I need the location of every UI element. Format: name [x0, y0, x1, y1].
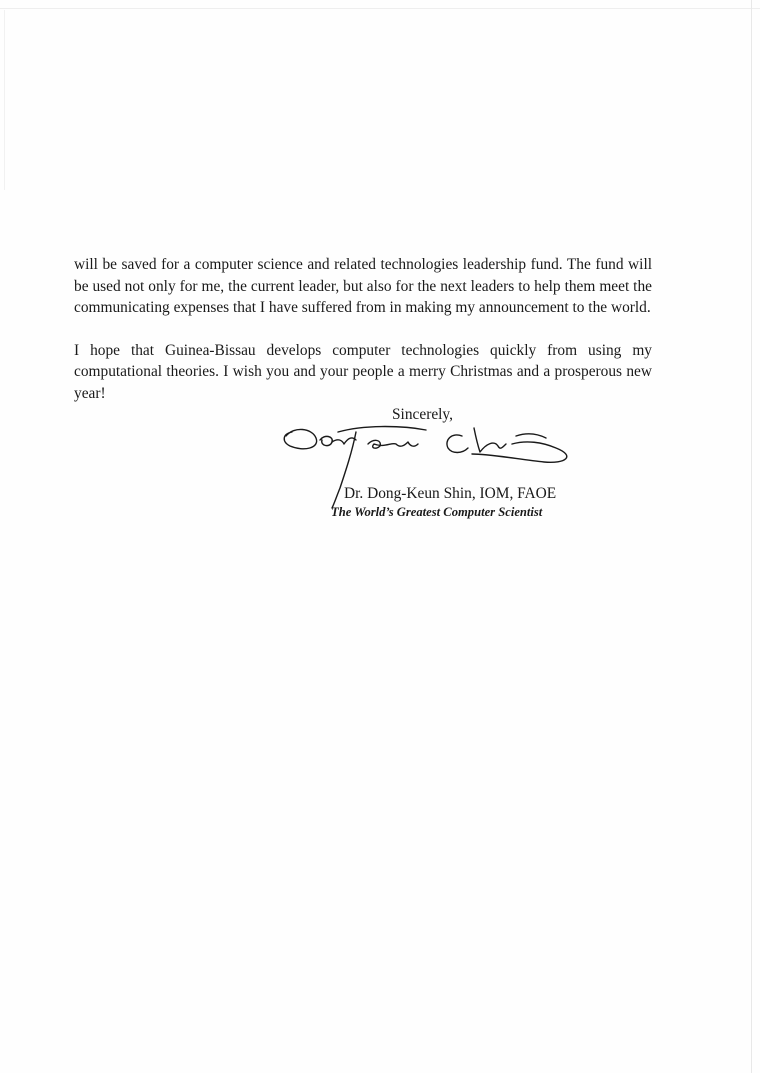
scan-edge-right [751, 0, 752, 1073]
closing-salutation: Sincerely, [392, 406, 453, 423]
paragraph-fund: will be saved for a computer science and related technologies leadership fund. The fund will be used not only for me, the current leader, but also for the next leaders to help them meet the communicating expenses that I have suffered from in making my announcement to the world. [74, 256, 652, 316]
scan-edge-top [0, 8, 760, 9]
signer-title: The World’s Greatest Computer Scientist [331, 505, 543, 519]
letter-body [74, 254, 652, 425]
signer-name: Dr. Dong-Keun Shin, IOM, FAOE [344, 485, 557, 502]
scan-edge-left [4, 10, 5, 190]
paragraph-wishes: I hope that Guinea-Bissau develops computer technologies quickly from using my computational theories. I wish you and your people a merry Christmas and a prosperous new year! [74, 341, 652, 402]
